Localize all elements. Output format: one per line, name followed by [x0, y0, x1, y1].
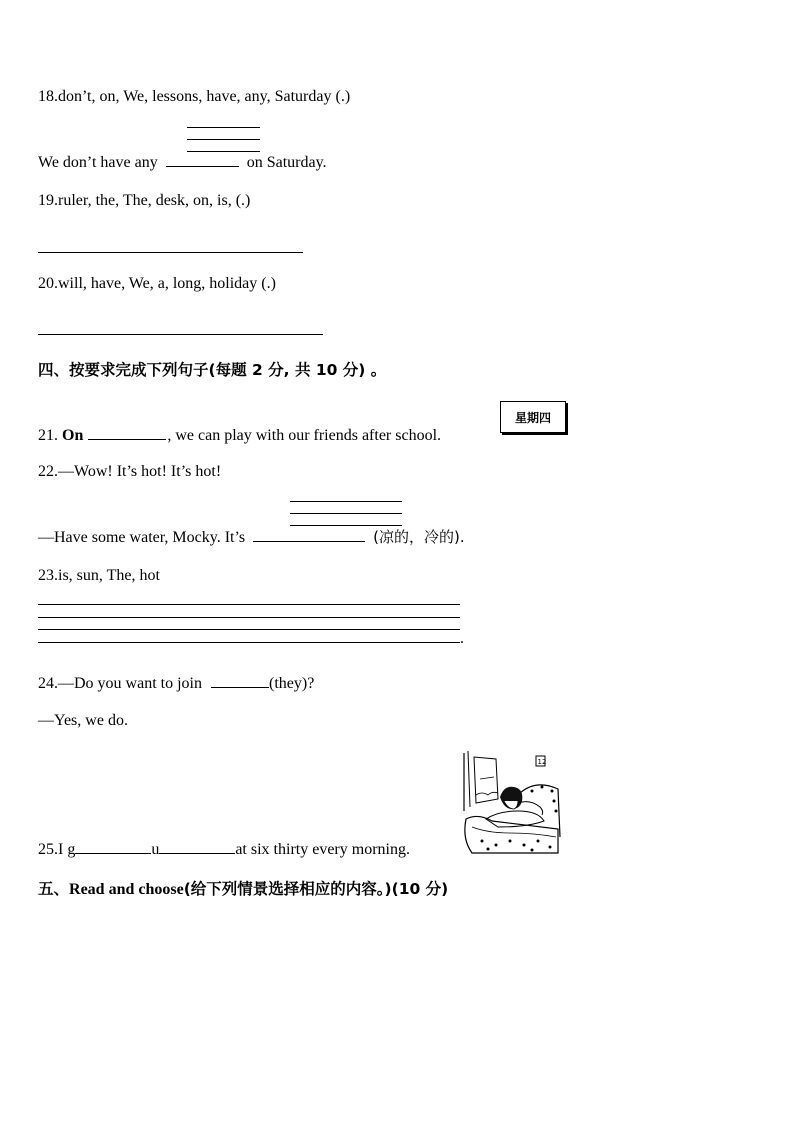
section-5-cn-prefix: 五、 [38, 880, 70, 898]
q22-rule-2 [290, 513, 402, 514]
q19-answer-line[interactable] [38, 252, 303, 253]
q23-number: 23. [38, 567, 58, 584]
q22-line2-before: —Have some water, Mocky. It’s [38, 529, 246, 546]
section-5-title [38, 877, 448, 899]
q24-line1-after: (they)? [269, 675, 315, 692]
q24-line-2: —Yes, we do. [38, 712, 128, 729]
q22-line1-text: —Wow! It’s hot! It’s hot! [58, 463, 222, 480]
q23-rule-3 [38, 629, 460, 630]
q25-blank-2[interactable] [159, 837, 235, 854]
q24-number: 24. [38, 675, 58, 692]
q23-rule-2 [38, 617, 460, 618]
q19-words: ruler, the, The, desk, on, is, (.) [58, 192, 251, 209]
section-4-title: 四、按要求完成下列句子(每题 2 分, 共 10 分) 。 [38, 361, 387, 379]
section-5-en: Read and choose [69, 881, 184, 898]
q25-part3: at six thirty every morning. [235, 841, 410, 858]
q23-rule-1 [38, 604, 460, 605]
q18-rule-1 [187, 127, 260, 128]
q20-words: will, have, We, a, long, holiday (.) [58, 275, 276, 292]
q22-rule-1 [290, 501, 402, 502]
section-5-cn-instruction: (给下列情景选择相应的内容。) [183, 880, 392, 898]
q23-end-mark: . [460, 630, 464, 647]
q24-line-1 [38, 671, 314, 693]
q19-prompt [38, 192, 250, 210]
q18-answer-after: on Saturday. [246, 154, 327, 171]
picture-corner-label: 12 [537, 758, 547, 766]
q22-line-2 [38, 525, 465, 547]
q22-number: 22. [38, 463, 58, 480]
q20-answer-line[interactable] [38, 334, 323, 335]
q20-number: 20. [38, 275, 58, 292]
q22-line-1 [38, 463, 221, 481]
q25-part2: u [151, 841, 160, 858]
q23-words: is, sun, The, hot [58, 567, 160, 584]
q21-blank[interactable] [88, 423, 166, 440]
q21-number: 21. [38, 427, 58, 444]
q18-number: 18. [38, 88, 58, 105]
q24-blank[interactable] [211, 671, 269, 688]
q21-before: On [58, 427, 84, 444]
q18-rule-2 [187, 139, 260, 140]
q18-answer-blank[interactable] [166, 150, 239, 167]
q19-number: 19. [38, 192, 58, 209]
q23-prompt [38, 567, 160, 585]
thursday-sign-label: 星期四 [514, 410, 551, 425]
q22-line2-after: (凉的，冷的). [373, 528, 465, 546]
section-5-score: (10 分) [391, 880, 449, 898]
q18-words: don’t, on, We, lessons, have, any, Saturday (.) [58, 88, 351, 105]
thursday-sign-box [500, 401, 566, 433]
q23-answer-line[interactable] [38, 642, 460, 643]
q18-prompt [38, 88, 350, 106]
q18-answer-before: We don’t have any [38, 154, 158, 171]
q22-blank[interactable] [253, 525, 365, 542]
waking-up-illustration [458, 749, 562, 855]
q25-line [38, 837, 410, 859]
q24-line1-before: —Do you want to join [58, 675, 202, 692]
q21-line [38, 423, 441, 445]
q18-answer-line [38, 150, 327, 172]
q25-part1: I g [58, 841, 76, 858]
q21-after: , we can play with our friends after school. [167, 427, 442, 444]
q25-number: 25. [38, 841, 58, 858]
q20-prompt [38, 275, 276, 293]
q25-blank-1[interactable] [75, 837, 151, 854]
